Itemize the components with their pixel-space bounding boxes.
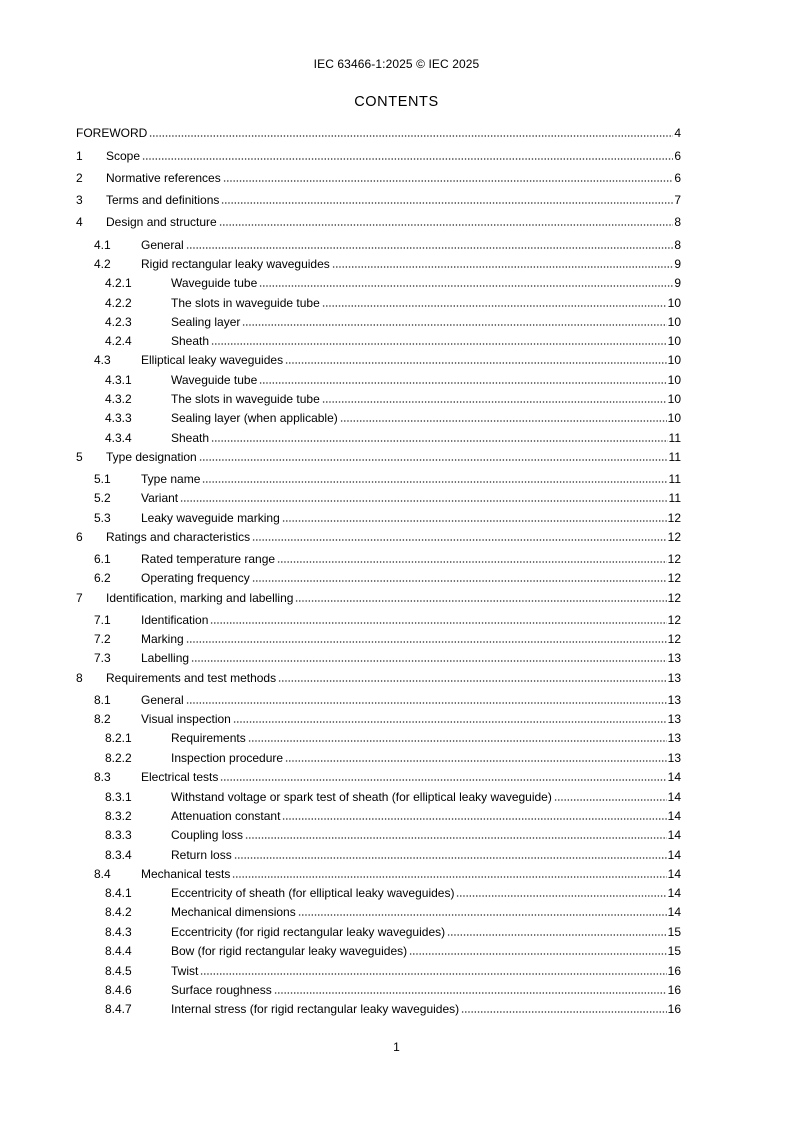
toc-entry[interactable] bbox=[76, 149, 681, 163]
toc-entry-title[interactable]: Scope bbox=[106, 149, 141, 163]
toc-entry-page[interactable]: 8 bbox=[674, 238, 681, 252]
dot-leader bbox=[191, 660, 667, 662]
toc-entry[interactable] bbox=[76, 472, 681, 486]
toc-entry-page[interactable]: 13 bbox=[667, 671, 681, 685]
toc-entry-page[interactable]: 14 bbox=[667, 867, 681, 881]
toc-entry-number: 8.3.4 bbox=[105, 848, 132, 862]
toc-entry-page[interactable]: 12 bbox=[667, 632, 681, 646]
toc-entry[interactable] bbox=[76, 511, 681, 525]
toc-entry[interactable] bbox=[76, 867, 681, 881]
toc-entry-title[interactable]: Type designation bbox=[106, 450, 197, 464]
toc-entry-title[interactable]: Sealing layer (when applicable) bbox=[171, 411, 338, 425]
dot-leader bbox=[259, 285, 673, 287]
toc-entry[interactable] bbox=[76, 334, 681, 348]
toc-entry-title[interactable]: Sealing layer bbox=[171, 315, 241, 329]
toc-entry[interactable] bbox=[76, 171, 681, 185]
toc-entry-number: 8.4.1 bbox=[105, 886, 132, 900]
toc-entry-title[interactable]: Operating frequency bbox=[141, 571, 250, 585]
dot-leader bbox=[332, 266, 674, 268]
toc-entry-page[interactable]: 9 bbox=[674, 257, 681, 271]
toc-entry-page[interactable]: 12 bbox=[667, 571, 681, 585]
toc-entry-page[interactable]: 12 bbox=[667, 591, 681, 605]
toc-entry[interactable] bbox=[76, 591, 681, 605]
dot-leader bbox=[186, 641, 667, 643]
toc-entry-page[interactable]: 10 bbox=[667, 296, 681, 310]
dot-leader bbox=[252, 580, 667, 582]
dot-leader bbox=[242, 324, 666, 326]
toc-entry-page[interactable]: 13 bbox=[667, 693, 681, 707]
toc-entry-page[interactable]: 12 bbox=[667, 552, 681, 566]
contents-title: CONTENTS bbox=[354, 94, 439, 110]
toc-entry-page[interactable]: 14 bbox=[667, 828, 681, 842]
toc-entry-number: 6.2 bbox=[94, 571, 111, 585]
toc-entry[interactable] bbox=[76, 193, 681, 207]
toc-entry-title[interactable]: Labelling bbox=[141, 651, 190, 665]
toc-entry-number: 8.4.2 bbox=[105, 905, 132, 919]
dot-leader bbox=[220, 779, 666, 781]
toc-entry-page[interactable]: 13 bbox=[667, 712, 681, 726]
toc-entry[interactable] bbox=[76, 431, 681, 445]
toc-entry-number: 4.3.2 bbox=[105, 392, 132, 406]
toc-entry-number: 8.4.4 bbox=[105, 944, 132, 958]
dot-leader bbox=[199, 459, 668, 461]
dot-leader bbox=[211, 343, 667, 345]
toc-entry-number: 8.4.6 bbox=[105, 983, 132, 997]
toc-entry-page[interactable]: 6 bbox=[674, 149, 681, 163]
toc-entry-page[interactable]: 13 bbox=[667, 651, 681, 665]
toc-entry-title[interactable]: Twist bbox=[171, 964, 199, 978]
toc-entry-number: 5 bbox=[76, 450, 83, 464]
toc-entry-title[interactable]: Elliptical leaky waveguides bbox=[141, 353, 284, 367]
dot-leader bbox=[277, 561, 667, 563]
toc-entry-number: 7.2 bbox=[94, 632, 111, 646]
dot-leader bbox=[180, 500, 667, 502]
toc-entry[interactable] bbox=[76, 491, 681, 505]
toc-entry-page[interactable]: 10 bbox=[667, 353, 681, 367]
toc-entry-page[interactable]: 16 bbox=[667, 983, 681, 997]
toc-entry-page[interactable]: 10 bbox=[667, 392, 681, 406]
toc-entry-number: 8.4 bbox=[94, 867, 111, 881]
dot-leader bbox=[285, 760, 667, 762]
dot-leader bbox=[409, 953, 667, 955]
toc-entry-number: 2 bbox=[76, 171, 83, 185]
toc-entry-title[interactable]: Variant bbox=[141, 491, 179, 505]
toc-entry-number: 8.4.3 bbox=[105, 925, 132, 939]
dot-leader bbox=[149, 135, 673, 137]
dot-leader bbox=[186, 247, 674, 249]
dot-leader bbox=[223, 180, 674, 182]
toc-entry-title[interactable]: Normative references bbox=[106, 171, 221, 185]
toc-entry-title[interactable]: Requirements and test methods bbox=[106, 671, 277, 685]
toc-entry[interactable] bbox=[76, 450, 681, 464]
toc-entry-number: 4 bbox=[76, 215, 83, 229]
dot-leader bbox=[234, 857, 667, 859]
toc-entry-number: 4.1 bbox=[94, 238, 111, 252]
toc-entry-page[interactable]: 15 bbox=[667, 944, 681, 958]
toc-entry-page[interactable]: 11 bbox=[668, 472, 681, 486]
toc-entry-number: 5.1 bbox=[94, 472, 111, 486]
toc-entry-number: 5.3 bbox=[94, 511, 111, 525]
toc-entry[interactable] bbox=[76, 530, 681, 544]
dot-leader bbox=[186, 702, 667, 704]
toc-entry-number: 8.3.3 bbox=[105, 828, 132, 842]
dot-leader bbox=[233, 721, 667, 723]
toc-entry[interactable] bbox=[76, 238, 681, 252]
toc-entry[interactable] bbox=[76, 905, 681, 919]
toc-entry[interactable] bbox=[76, 215, 681, 229]
toc-entry[interactable] bbox=[76, 731, 681, 745]
toc-entry-number: 4.3.3 bbox=[105, 411, 132, 425]
toc-entry[interactable] bbox=[76, 613, 681, 627]
toc-entry-title[interactable]: Terms and definitions bbox=[106, 193, 220, 207]
toc-entry-page[interactable]: 15 bbox=[667, 925, 681, 939]
toc-entry-page[interactable]: 9 bbox=[674, 276, 681, 290]
toc-entry-page[interactable]: 14 bbox=[667, 848, 681, 862]
toc-entry[interactable] bbox=[76, 126, 681, 140]
toc-entry[interactable] bbox=[76, 770, 681, 784]
toc-entry[interactable] bbox=[76, 671, 681, 685]
toc-entry-number: 4.2.2 bbox=[105, 296, 132, 310]
toc-entry[interactable] bbox=[76, 1002, 681, 1016]
toc-entry-title[interactable]: Identification bbox=[141, 613, 209, 627]
toc-entry-page[interactable]: 16 bbox=[667, 1002, 681, 1016]
toc-entry-number: 4.2.3 bbox=[105, 315, 132, 329]
dot-leader bbox=[219, 224, 674, 226]
toc-entry-title[interactable]: Rigid rectangular leaky waveguides bbox=[141, 257, 330, 271]
toc-entry-number: 4.2.1 bbox=[105, 276, 132, 290]
toc-entry-title[interactable]: Electrical tests bbox=[141, 770, 219, 784]
toc-entry-page[interactable]: 10 bbox=[667, 334, 681, 348]
toc-entry-number: 4.2 bbox=[94, 257, 111, 271]
toc-entry-title[interactable]: Attenuation constant bbox=[171, 809, 281, 823]
toc-entry-title[interactable]: Surface roughness bbox=[171, 983, 272, 997]
toc-entry-number: 6 bbox=[76, 530, 83, 544]
toc-entry[interactable] bbox=[76, 925, 681, 939]
dot-leader bbox=[322, 401, 667, 403]
dot-leader bbox=[282, 520, 667, 522]
toc-entry-title[interactable]: Requirements bbox=[171, 731, 246, 745]
toc-entry-number: 6.1 bbox=[94, 552, 111, 566]
toc-entry-page[interactable]: 14 bbox=[667, 809, 681, 823]
dot-leader bbox=[461, 1011, 667, 1013]
dot-leader bbox=[211, 440, 667, 442]
toc-entry-number: 8.4.7 bbox=[105, 1002, 132, 1016]
document-header: IEC 63466-1:2025 © IEC 2025 bbox=[313, 57, 480, 71]
toc-entry[interactable] bbox=[76, 296, 681, 310]
toc-entry-number: 7 bbox=[76, 591, 83, 605]
toc-entry-page[interactable]: 13 bbox=[667, 731, 681, 745]
toc-entry[interactable] bbox=[76, 571, 681, 585]
toc-entry-title[interactable]: Inspection procedure bbox=[171, 751, 284, 765]
toc-entry-title[interactable]: Return loss bbox=[171, 848, 232, 862]
toc-entry[interactable] bbox=[76, 886, 681, 900]
toc-entry-number: 8.3.2 bbox=[105, 809, 132, 823]
dot-leader bbox=[245, 837, 667, 839]
toc-entry-title[interactable]: Waveguide tube bbox=[171, 276, 258, 290]
toc-entry[interactable] bbox=[76, 712, 681, 726]
dot-leader bbox=[554, 799, 667, 801]
dot-leader bbox=[340, 420, 667, 422]
toc-entry-number: 4.3.1 bbox=[105, 373, 132, 387]
toc-entry-number: 4.2.4 bbox=[105, 334, 132, 348]
toc-entry[interactable] bbox=[76, 944, 681, 958]
toc-entry-page[interactable]: 14 bbox=[667, 886, 681, 900]
dot-leader bbox=[278, 680, 667, 682]
toc-entry-page[interactable]: 14 bbox=[667, 770, 681, 784]
dot-leader bbox=[221, 202, 673, 204]
toc-entry-title[interactable]: Mechanical dimensions bbox=[171, 905, 296, 919]
toc-entry-page[interactable]: 11 bbox=[668, 431, 681, 445]
toc-entry-title[interactable]: Waveguide tube bbox=[171, 373, 258, 387]
toc-entry-page[interactable]: 14 bbox=[667, 790, 681, 804]
toc-entry[interactable] bbox=[76, 809, 681, 823]
dot-leader bbox=[456, 895, 666, 897]
toc-entry[interactable] bbox=[76, 751, 681, 765]
toc-entry-number: 8.2.1 bbox=[105, 731, 132, 745]
toc-entry-number: 7.3 bbox=[94, 651, 111, 665]
toc-entry-page[interactable]: 10 bbox=[667, 315, 681, 329]
dot-leader bbox=[322, 305, 667, 307]
toc-entry-number: 8 bbox=[76, 671, 83, 685]
toc-entry-number: 8.2 bbox=[94, 712, 111, 726]
toc-entry[interactable] bbox=[76, 983, 681, 997]
toc-entry-title[interactable]: Internal stress (for rigid rectangular leaky waveguides) bbox=[171, 1002, 460, 1016]
toc-entry-title[interactable]: Eccentricity of sheath (for elliptical leaky waveguides) bbox=[171, 886, 455, 900]
toc-entry-title[interactable]: The slots in waveguide tube bbox=[171, 392, 320, 406]
dot-leader bbox=[232, 876, 666, 878]
toc-entry[interactable] bbox=[76, 651, 681, 665]
dot-leader bbox=[447, 934, 667, 936]
toc-entry-title[interactable]: General bbox=[141, 238, 184, 252]
toc-entry-title[interactable]: Mechanical tests bbox=[141, 867, 231, 881]
toc-entry[interactable] bbox=[76, 828, 681, 842]
toc-entry-number: 8.3 bbox=[94, 770, 111, 784]
toc-entry-page[interactable]: 12 bbox=[667, 511, 681, 525]
toc-entry-page[interactable]: 4 bbox=[674, 126, 681, 140]
toc-entry[interactable] bbox=[76, 353, 681, 367]
dot-leader bbox=[200, 973, 666, 975]
toc-entry[interactable] bbox=[76, 315, 681, 329]
dot-leader bbox=[248, 740, 667, 742]
toc-entry[interactable] bbox=[76, 848, 681, 862]
toc-entry[interactable] bbox=[76, 392, 681, 406]
toc-entry-title[interactable]: Bow (for rigid rectangular leaky waveguides) bbox=[171, 944, 408, 958]
toc-entry-title[interactable]: Withstand voltage or spark test of sheath (for elliptical leaky waveguide) bbox=[171, 790, 552, 804]
toc-entry-title[interactable]: Design and structure bbox=[106, 215, 217, 229]
toc-entry-page[interactable]: 11 bbox=[668, 450, 681, 464]
dot-leader bbox=[252, 539, 667, 541]
toc-entry-title[interactable]: Ratings and characteristics bbox=[106, 530, 251, 544]
dot-leader bbox=[259, 382, 666, 384]
toc-entry-title[interactable]: Marking bbox=[141, 632, 184, 646]
dot-leader bbox=[298, 914, 667, 916]
toc-entry-page[interactable]: 10 bbox=[667, 411, 681, 425]
toc-entry[interactable] bbox=[76, 632, 681, 646]
toc-entry-page[interactable]: 11 bbox=[668, 491, 681, 505]
toc-entry-page[interactable]: 6 bbox=[674, 171, 681, 185]
dot-leader bbox=[210, 622, 666, 624]
toc-entry[interactable] bbox=[76, 552, 681, 566]
toc-entry-page[interactable]: 14 bbox=[667, 905, 681, 919]
toc-entry-page[interactable]: 12 bbox=[667, 530, 681, 544]
toc-entry[interactable] bbox=[76, 276, 681, 290]
toc-entry-number: 8.3.1 bbox=[105, 790, 132, 804]
toc-entry[interactable] bbox=[76, 790, 681, 804]
toc-entry-page[interactable]: 7 bbox=[674, 193, 681, 207]
toc-entry-title[interactable]: Coupling loss bbox=[171, 828, 244, 842]
toc-entry-title[interactable]: Rated temperature range bbox=[141, 552, 276, 566]
toc-entry-number: 8.2.2 bbox=[105, 751, 132, 765]
toc-entry-number: 5.2 bbox=[94, 491, 111, 505]
toc-entry-page[interactable]: 13 bbox=[667, 751, 681, 765]
page-number: 1 bbox=[393, 1040, 400, 1054]
toc-entry-title[interactable]: Type name bbox=[141, 472, 201, 486]
toc-entry-title[interactable]: Leaky waveguide marking bbox=[141, 511, 280, 525]
toc-entry-title[interactable]: Eccentricity (for rigid rectangular leaky waveguides) bbox=[171, 925, 446, 939]
toc-entry-page[interactable]: 10 bbox=[667, 373, 681, 387]
toc-entry-number: 1 bbox=[76, 149, 83, 163]
toc-entry-number: 7.1 bbox=[94, 613, 111, 627]
toc-entry-page[interactable]: 12 bbox=[667, 613, 681, 627]
toc-entry[interactable] bbox=[76, 373, 681, 387]
dot-leader bbox=[142, 158, 673, 160]
toc-entry-page[interactable]: 8 bbox=[674, 215, 681, 229]
toc-entry[interactable] bbox=[76, 411, 681, 425]
toc-entry-page[interactable]: 16 bbox=[667, 964, 681, 978]
toc-entry-title[interactable]: Sheath bbox=[171, 334, 210, 348]
toc-entry-number: 8.1 bbox=[94, 693, 111, 707]
toc-entry[interactable] bbox=[76, 257, 681, 271]
toc-entry-title[interactable]: FOREWORD bbox=[76, 126, 148, 140]
toc-entry[interactable] bbox=[76, 693, 681, 707]
toc-entry-title[interactable]: Visual inspection bbox=[141, 712, 231, 726]
toc-entry-title[interactable]: The slots in waveguide tube bbox=[171, 296, 320, 310]
dot-leader bbox=[274, 992, 667, 994]
toc-entry-title[interactable]: Identification, marking and labelling bbox=[106, 591, 294, 605]
dot-leader bbox=[282, 818, 666, 820]
toc-entry-number: 4.3.4 bbox=[105, 431, 132, 445]
dot-leader bbox=[202, 481, 667, 483]
toc-entry[interactable] bbox=[76, 964, 681, 978]
toc-entry-title[interactable]: General bbox=[141, 693, 184, 707]
dot-leader bbox=[285, 362, 667, 364]
toc-entry-number: 3 bbox=[76, 193, 83, 207]
dot-leader bbox=[295, 600, 666, 602]
toc-entry-number: 4.3 bbox=[94, 353, 111, 367]
toc-entry-title[interactable]: Sheath bbox=[171, 431, 210, 445]
toc-entry-number: 8.4.5 bbox=[105, 964, 132, 978]
